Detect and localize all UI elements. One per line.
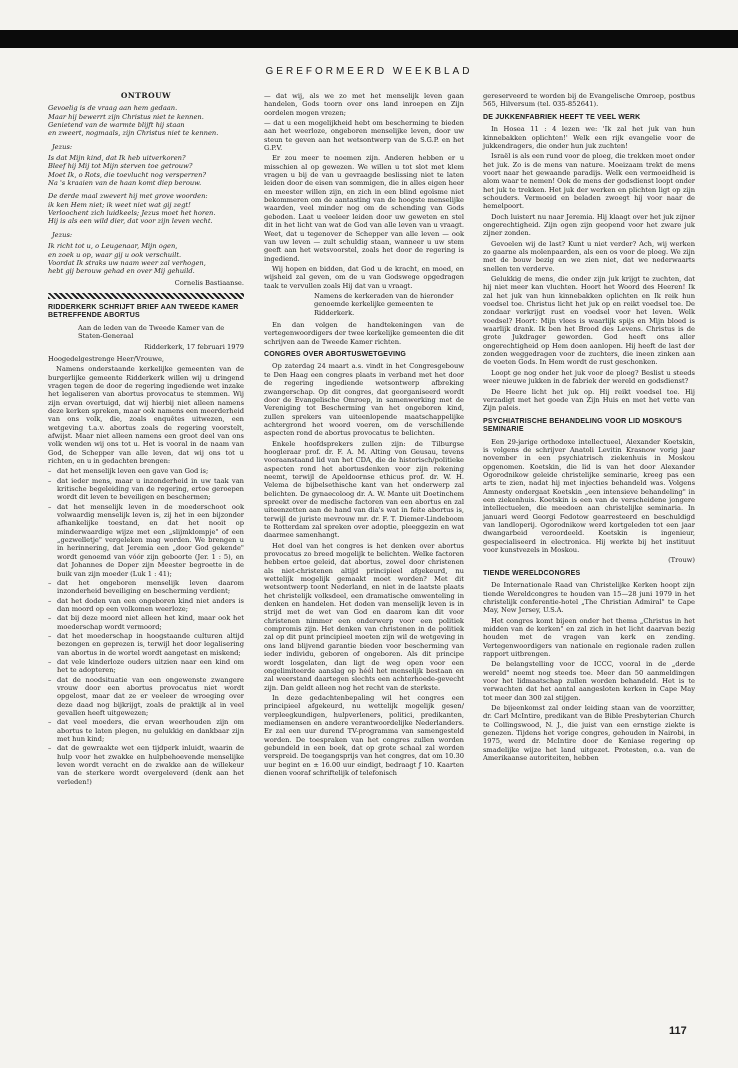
poem-line: Voordat Ik straks uw naam weer zal verhogen,: [48, 258, 206, 267]
article-heading: PSYCHIATRISCHE BEHANDELING VOOR LID MOSKOU'S SEMINARIE: [483, 417, 682, 434]
paragraph: Israël is als een rund voor de ploeg, die trekken moet onder het juk. Zo is de mens van nature. Moeizaam trekt de mens voort naar het gewaande paradijs. Welk een vermoeidheid is alom waar te nemen! Ook de mens der godsdienst loopt onder het juk te trekken. Het juk der werken en plichten ligt op zijn schouders. Vermoeid en beladen zwoegt hij voor naar de hemelpoort.: [483, 152, 695, 211]
list-item: – dat het menselijk leven in de moederschoot ook volwaardig menselijk leven is, zij het in een bijzonder afhankelijke toestand, en dat het nooit op minderwaardige wijze met een „slijmklompje" of een „gezwelletje" vergeleken mag worden. We brengen u in herinnering, dat Jeremia een „door God gekende" wordt genoemd van vóór zijn geboorte (Jer. 1 : 5), en dat Johannes de Doper zijn Meester begroette in de buik van zijn moeder (Luk 1 : 41);: [48, 503, 244, 578]
poem-line: Maar hij bewerrt zijn Christus niet te kennen.: [48, 112, 204, 121]
poem-line: en zweert, nogmaals, zijn Christus niet te kennen.: [48, 129, 219, 138]
paragraph: Doch luistert nu naar Jeremia. Hij klaagt over het juk zijner ongerechtigheid. Zijn ogen zijn geopend voor het zware juk zijner zonden.: [483, 212, 695, 238]
list-item: – dat het ongeboren menselijk leven daarom inzonderheid beveiliging en bescherming verdient;: [48, 579, 244, 596]
paragraph: En dan volgen de handtekeningen van de vertegenwoordigers der twee kerkelijke gemeenten die dit schrijven aan de Tweede Kamer richten.: [264, 320, 464, 346]
paragraph: Er zou meer te noemen zijn. Anderen hebben er u misschien al op gewezen. We willen u tot slot met klem vragen u bij de van u gevraagde beslissing niet te laten leiden door de eisen van sommigen, die in alles eigen heer en meester willen zijn, en zich in een blind egoïsme niet bekommeren om de aantasting van de hoogste menselijke waarden, veel minder nog om de schending van Gods geboden. Laat u veeleer leiden door uw geweten en stel dit in het licht van wat de God van alle leven van u vraagt. Weet, dat u tegenover de Schepper van alle leven — ook van uw leven — zult schuldig staan, wanneer u uw stem geeft aan het wetsvoorstel, zoals het door de regering is ingediend.: [264, 154, 464, 263]
poem-line: Bleef hij Mij tot Mijn sterven toe getrouw?: [48, 162, 193, 171]
poem-stanza: [48, 192, 244, 225]
article-heading: RIDDERKERK SCHRIJFT BRIEF AAN TWEEDE KAMER BETREFFENDE ABORTUS: [48, 303, 239, 320]
bullet-list: [48, 467, 244, 786]
paragraph: In deze gedachtenbepaling wil het congres een principieel afgekeurd, nu wettelijk mogelijk gesen/ verpleegkundigen, hulpverleners, politici, predikanten, mediamensen en andere verantwoordelijke Nederlanders. Er zal een uur durend TV-programma van samengesteld worden. De toespraken van het congres zullen worden gebundeld in een boek, dat op grote schaal zal worden verspreid. De toegangsprijs van het congres, dat om 10.30 uur begint en ± 16.00 uur eindigt, bedraagt ƒ 10. Kaarten dienen vooraf schriftelijk of telefonisch: [264, 693, 464, 777]
article-heading: DE JUKKENFABRIEK HEEFT TE VEEL WERK: [483, 113, 641, 121]
list-item: – dat vele kinderloze ouders uitzien naar een kind om het te adopteren;: [48, 658, 244, 675]
poem-line: en zoek u op, waar gij u ook verschuilt.: [48, 250, 182, 259]
zigzag-divider: [48, 293, 244, 299]
paragraph: De bijeenkomst zal onder leiding staan van de voorzitter, dr. Carl McIntire, predikant van de Bible Presbyterian Church te Collingswood, N. J., die juist van een ernstige ziekte is genezen. Tijdens het vorige congres, gehouden in Nairobi, in 1975, werd dr. McIntire door de Keniase regering op smadelijke wijze het land uitgezet. Protesten, o.a. van de Amerikaanse autoriteiten, hebben: [483, 704, 695, 763]
poem-stanza: [48, 231, 244, 276]
letter-salutation: Hoogedelgestrenge Heer/Vrouwe,: [48, 354, 165, 363]
poem-line: hebt gij berouw gehad en over Mij gehuild.: [48, 267, 195, 276]
paragraph: Wij hopen en bidden, dat God u de kracht, en moed, en wijsheid zal geven, om de u van Godswege opgedragen taak te vervullen zoals Hij dat van u vraagt.: [264, 264, 464, 290]
paragraph: De Internationale Raad van Christelijke Kerken hoopt zijn tiende Wereldcongres te houden van 15—28 juni 1979 in het christelijk conferentie-hotel „The Christian Admiral" te Cape May, New Jersey, U.S.A.: [483, 581, 695, 615]
paragraph: Enkele hoofdsprekers zullen zijn: de Tilburgse hoogleraar prof. dr. F. A. M. Alting von Geusau, tevens vooraanstaand lid van het CDA, die de historisch/politieke aspecten rond het abortusdenken voor zijn rekening neemt, terwijl de Apeldoornse ethicus prof. dr. W. H. Velema de bijbelsethische kant van het onderwerp zal belichten. De gynaecoloog dr. A. W. Mante uit Doetinchem spreekt over de medische factoren van een abortus en zal uiteenzetten aan de hand van dia's wat in feite abortus is, terwijl de juriste mevrouw mr. dr. F. T. Diemer-Lindeboom te Rotterdam zal spreken over adoptie, pleeggezin en wat daarmee samenhangt.: [264, 439, 464, 540]
paragraph: De Heere licht het juk op. Hij reikt voedsel toe. Hij verzadigt met het goede van Zijn Huis en met het vette van Zijn paleis.: [483, 387, 695, 413]
page-number: 117: [669, 1025, 687, 1037]
article-heading: CONGRES OVER ABORTUSWETGEVING: [264, 350, 407, 358]
article-source: (Trouw): [668, 556, 695, 565]
letter-date: Ridderkerk, 17 februari 1979: [144, 342, 244, 351]
article-heading: TIENDE WERELDCONGRES: [483, 569, 581, 577]
list-item: – dat het doden van een ongeboren kind niet anders is dan moord op een volkomen weerloze;: [48, 597, 244, 614]
poem-line: Hij is als een wild dier, dat voor zijn leven vecht.: [48, 217, 213, 226]
list-item: – dat veel moeders, die ervan weerhouden zijn om abortus te laten plegen, nu gelukkig en dankbaar zijn met hun kind;: [48, 718, 244, 743]
paragraph: Namens onderstaande kerkelijke gemeenten van de burgerlijke gemeente Ridderkerk willen wij u dringend vragen tegen de door de regering ingediende wet inzake het legaliseren van abortus provocatus te stemmen. Wij zijn ervan overtuigd, dat wij hierbij niet alleen namens deze kerken spreken, maar ook namens een meerderheid van ons volk, die, zoals enquêtes uitwezen, een wetgeving t.a.v. abortus zoals de regering voorstelt, afwijst. Maar niet alleen namens een groot deel van ons volk wenden wij ons tot u. Het is vooral in de naam van God, de Schepper van alle leven, dat wij ons tot u richten, en u in gedachten brengen:: [48, 365, 244, 466]
paragraph: In Hosea 11 : 4 lezen we: 'Ik zal het juk van hun kinnebakken oplichten!' Welk een rijk evangelie voor de jukkendragers, die onder hun juk zuchten!: [483, 125, 695, 150]
paragraph: De belangstelling voor de ICCC, vooral in de „derde wereld" neemt nog steeds toe. Meer dan 50 aanmeldingen voor het lidmaatschap zullen worden behandeld. Het is te verwachten dat het aantal aangesloten kerken in Cape May tot meer dan 300 zal stijgen.: [483, 660, 695, 702]
paragraph: Het congres komt bijeen onder het thema „Christus in het midden van de kerken" en zal zich in het licht daarvan bezig houden met de vragen van kerk en zending. Vertegenwoordigers van nationale en regionale raden zullen rapport uitbrengen.: [483, 616, 695, 658]
poem-line: Is dat Mijn kind, dat Ik heb uitverkoren?: [48, 154, 186, 163]
paragraph: gereserveerd te worden bij de Evangelische Omroep, postbus 565, Hilversum (tel. 035-852641).: [483, 92, 695, 109]
poem-title: ONTROUW: [120, 91, 172, 100]
paragraph: — dat wij, als we zo met het menselijk leven gaan handelen, Gods toorn over ons land inroepen en Zijn oordelen mogen vrezen;: [264, 92, 464, 117]
list-item: – dat het moederschap in hoogstaande culturen altijd bezongen en geprezen is, terwijl het door legalisering van abortus in de wortel wordt aangetast en miskend;: [48, 632, 244, 657]
paragraph: — dat u een mogelijkheid hebt om bescherming te bieden aan het weerloze, ongeboren menselijke leven, door uw steun te geven aan het wetsontwerp van de S.G.P. en het G.P.V.: [264, 119, 464, 153]
list-item: – dat de gewraakte wet een tijdperk inluidt, waarin de hulp voor het zwakke en hulpbehoevende menselijke leven wordt veracht en de zwakke aan de willekeur van de sterkere wordt overgeleverd (denk aan het verleden!): [48, 744, 244, 786]
poem-line: Verloochent zich luidkeels; Jezus moet het horen.: [48, 209, 216, 218]
paragraph: Het doel van het congres is het denken over abortus provocatus zo breed mogelijk te belichten. Welke factoren hebben ertoe geleid, dat abortus, zowel door christenen als niet-christenen altijd principieel afgekeurd, nu wettelijk mogelijk gemaakt moet worden? Met dit wetsontwerp toont Nederland, en niet in de laatste plaats het christelijk volksdeel, een dramatische omwenteling in denken en handelen. Het doden van menselijk leven is in strijd met de wet van God en daarom kan dit voor christenen nimmer een onderwerp voor een politiek compromis zijn. Het denken van christenen in de politiek zal op dit punt principieel moeten zijn wil de wetgeving in ons land blijvend garantie bieden voor bescherming van ieder individu, geboren of ongeboren. Als dit principe wordt losgelaten, dan ligt de weg open voor een ongelimiteerde aanslag op héél het menselijk bestaan en zal weerstand daartegen slechts een achterhoede-gevecht zijn. Dan geldt alleen nog het recht van de sterkste.: [264, 541, 464, 692]
list-item: – dat de noodsituatie van een ongewenste zwangere vrouw door een abortus provocatus niet wordt opgelost, maar dat ze er veeleer de wroeging over deze daad nog bijkrijgt, zoals de praktijk al in veel gevallen heeft uitgewezen;: [48, 676, 244, 718]
paragraph: Gelukkig de mens, die onder zijn juk krijgt te zuchten, dat hij niet meer kan vluchten. Hoort het Woord des Heeren! Ik zal het juk van hun kinnebakken oplichten en Ik reik hun voedsel toe. Christus licht het juk op en reikt voedsel toe. De zondaar verkrijgt rust en voedsel voor het leven. Welk voedsel? Hoort: Mijn vlees is waarlijk spijs en Mijn bloed is waarlijk drank. Ik ben het Brood des Levens. Christus is de grote Jukdrager geworden. God heeft ons aller ongerechtigheid op Hem doen aanlopen. Hij heeft de last der zonden weggedragen voor de zuchters, die ineen zinken aan de voeten Gods. In Hem wordt de rust geschonken.: [483, 275, 695, 367]
top-black-bar: [0, 30, 738, 48]
paragraph: Op zaterdag 24 maart a.s. vindt in het Congresgebouw te Den Haag een congres plaats in verband met het door de regering ingediende wetsontwerp afbreking zwangerschap. Op dit congres, dat georganiseerd wordt door de Evangelische Omroep, in samenwerking met de Vereniging tot Bescherming van het ongeboren kind, zullen sprekers van uiteenlopende maatschappelijke achtergrond het woord voeren, om de verschillende aspecten rond de abortus provocatus te belichten.: [264, 362, 464, 438]
column-1: [48, 92, 244, 789]
poem-line: Moet Ik, o Rots, die toevlucht nog versperren?: [48, 170, 207, 179]
poem-line: Gevoelig is de vraag aan hem gedaan.: [48, 104, 178, 113]
list-item: – dat ieder mens, maar u inzonderheid in uw taak van kritische begeleiding van de regering, ertoe geroepen wordt dit leven te beveiligen en beschermen;: [48, 477, 244, 502]
poem-line: De derde maal zwevert hij met grove woorden:: [48, 192, 208, 201]
paragraph: Loopt ge nog onder het juk voor de ploeg? Beslist u steeds weer nieuwe jukken in de fabriek der wereld en godsdienst?: [483, 368, 695, 386]
poem-stanza: [48, 143, 244, 188]
column-3: [483, 92, 695, 764]
letter-signers: Namens de kerkeraden van de hieronder genoemde kerkelijke gemeenten te Ridderkerk.: [314, 291, 454, 317]
masthead: GEREFORMEERD WEEKBLAD: [265, 66, 473, 77]
paragraph: Gevoelen wij de last? Kunt u niet verder? Ach, wij werken zo gaarne als molenpaarden, als een os voor de ploeg. We zijn met de bouw bezig en we zien niet, dat we nederwaarts snellen ten verderve.: [483, 239, 695, 273]
poem-stanza: [48, 104, 244, 137]
poem-line: Ik richt tot u, o Leugenaar, Mijn ogen,: [48, 242, 178, 251]
paragraph: Een 29-jarige orthodoxe intellectueel, Alexander Koetskin, is volgens de schrijver Anatoli Levitin Krasnow vorig jaar november in een psychiatrisch ziekenhuis in Moskou opgenomen. Koetskin, die lid is van het door Alexander Ogorodnikow geleide christelijke seminarie, kreeg pas een arts te zien, nadat hij met injecties behandeld was. Volgens Amnesty ondergaat Koetskin „een intensieve behandeling" in een ziekenhuis. Koetskin is een van de verscheidene jongere intellectuelen, die meedoen aan christelijke seminaria. In januari werd Georgi Fedotow gearresteerd en beschuldigd van landloperij. Ogorodnikow werd kortgeleden tot een jaar dwangarbeid veroordeeld. Koetskin is ingenieur, gespecialiseerd in electronica. Hij werkte bij het instituut voor kunstvezels in Moskou.: [483, 437, 695, 554]
poem-line: Genietend van de warmte blijft hij staan: [48, 121, 185, 130]
letter-address: Aan de leden van de Tweede Kamer van de Staten-Generaal: [78, 323, 225, 341]
list-item: – dat bij deze moord niet alleen het kind, maar ook het moederschap wordt vermoord;: [48, 614, 244, 631]
list-item: – dat het menselijk leven een gave van God is;: [48, 467, 244, 475]
poem-line: Na 's kraaien van de haan komt diep berouw.: [48, 179, 202, 188]
poem-speaker: Jezus:: [52, 142, 73, 151]
poem-signature: Cornelis Bastiaanse.: [174, 278, 244, 287]
poem-line: ik ken Hem niet; ik weet niet wat gij zegt!: [48, 200, 191, 209]
column-2: [264, 92, 464, 779]
poem-speaker: Jezus:: [52, 230, 73, 239]
